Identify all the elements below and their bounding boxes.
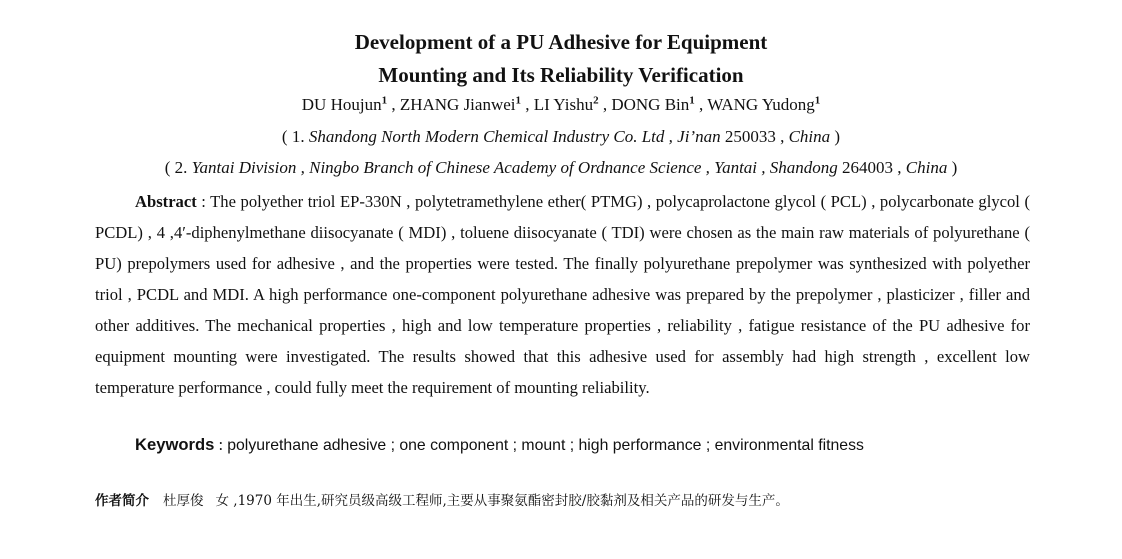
author-bio-footnote (95, 489, 1075, 513)
affiliation-close: ) (947, 158, 958, 177)
bio-text: 女 ,1970 年出生,研究员级高级工程师,主要从事聚氨酯密封胶/胶黏剂及相关产品的研发与生产。 (215, 493, 789, 509)
title-line-1: Development of a PU Adhesive for Equipment (354, 30, 768, 54)
author-name: ZHANG Jianwei (399, 95, 516, 114)
affiliation-close: ) (830, 127, 841, 146)
author-name: DU Houjun (301, 95, 382, 114)
author-separator: , (694, 95, 708, 114)
affiliation-open: ( 2. (164, 158, 192, 177)
author-affiliation-mark: 2 (593, 94, 599, 107)
author-separator: , (521, 95, 534, 114)
affiliation-institution: Yantai Division , Ningbo Branch of Chinese Academy of Ordnance Science , Yantai , Shandong (191, 158, 838, 177)
author-list (0, 92, 1122, 118)
abstract (95, 186, 1030, 403)
author-affiliation-mark: 1 (814, 94, 821, 107)
keywords-heading: Keywords (135, 435, 215, 454)
affiliation-country: China (788, 127, 831, 146)
author-affiliation-mark: 1 (689, 94, 695, 107)
author-separator: , (598, 95, 612, 114)
abstract-separator: : (196, 192, 211, 211)
affiliation-open: ( 1. (281, 127, 309, 146)
title-line-2: Mounting and Its Reliability Verification (378, 63, 744, 87)
author-separator: , (387, 95, 400, 114)
affiliation-institution: Shandong North Modern Chemical Industry Co. Ltd , Ji’nan (308, 127, 721, 146)
affiliation-postcode: 250033 , (720, 127, 789, 146)
bio-author-name: 杜厚俊 (163, 493, 204, 509)
abstract-heading: Abstract (135, 192, 197, 211)
keywords-separator: : (214, 435, 228, 454)
affiliation-country: China (905, 158, 948, 177)
author-affiliation-mark: 1 (515, 94, 521, 107)
keywords (135, 429, 1030, 461)
affiliation-postcode: 264003 , (837, 158, 906, 177)
author-name: DONG Bin (611, 95, 690, 114)
author-affiliation-mark: 1 (381, 94, 388, 107)
bio-heading: 作者简介 (95, 493, 149, 509)
author-name: WANG Yudong (707, 95, 815, 114)
affiliation-1 (0, 124, 1122, 150)
keywords-text: polyurethane adhesive ; one component ; mount ; high performance ; environmental fitness (227, 437, 864, 454)
abstract-text: The polyether triol EP-330N , polytetramethylene ether( PTMG) , polycaprolactone glycol ( PCL) , polycarbonate glycol ( PCDL) , 4 ,4′-diphenylmethane diisocyanate ( MDI) , toluene diisocyanate ( TDI) were chosen as the main raw materials of polyurethane ( PU) prepolymers used for adhesive , and the properties were tested. The finally polyurethane prepolymer was synthesized with polyether triol , PCDL and MDI. A high performance one-component polyurethane adhesive was prepared by the prepolymer , plasticizer , filler and other additives. The mechanical properties , high and low temperature properties , reliability , fatigue resistance of the PU adhesive for equipment mounting were investigated. The results showed that this adhesive used for assembly had high strength , excellent low temperature performance , could fully meet the requirement of mounting reliability. (95, 192, 1030, 397)
author-name: LI Yishu (533, 95, 594, 114)
affiliation-2 (0, 155, 1122, 181)
